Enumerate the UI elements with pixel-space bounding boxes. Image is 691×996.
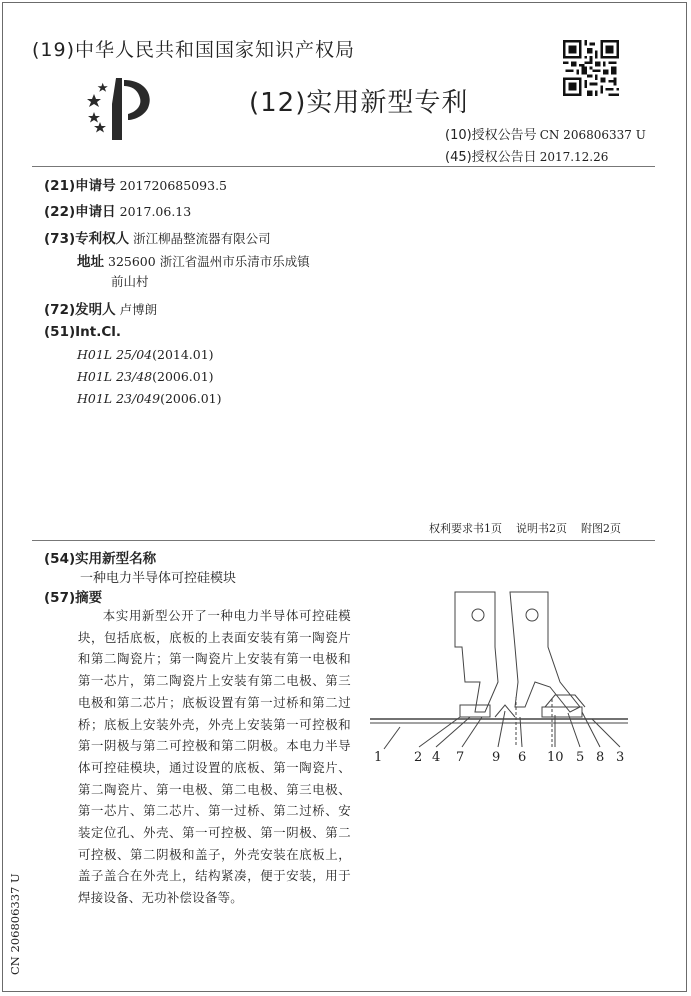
ipc-code: H01L 23/049	[77, 391, 161, 406]
mounting-hole	[526, 609, 538, 621]
ipc-version: (2006.01)	[160, 391, 222, 406]
leader-line	[419, 717, 460, 747]
document-kind: (12)实用新型专利	[249, 88, 469, 118]
title-label-row	[44, 547, 156, 567]
leader-line	[568, 713, 580, 747]
cnipa-logo	[82, 74, 160, 146]
publication-date-row	[445, 146, 608, 165]
body-divider	[32, 540, 655, 541]
leader-line	[498, 711, 505, 747]
publication-number-row	[445, 124, 646, 143]
address-label: 地址	[77, 254, 104, 270]
mounting-hole	[472, 609, 484, 621]
patentee-row	[44, 227, 271, 247]
patentee: 浙江柳晶整流器有限公司	[133, 231, 271, 246]
publication-date: 2017.12.26	[539, 150, 609, 164]
filing-date-row	[44, 200, 191, 220]
leader-line	[520, 717, 522, 747]
drawing-label: 6	[518, 750, 527, 765]
abstract-label: (57)摘要	[44, 590, 103, 606]
ipc-code: H01L 23/48	[77, 369, 153, 384]
address-line-2-row	[111, 272, 149, 290]
drawing-label: 3	[616, 750, 625, 765]
description-pages: 说明书2页	[516, 522, 567, 535]
ipc-item	[77, 391, 222, 406]
publication-number: CN 206806337 U	[539, 128, 646, 142]
ipc-version: (2006.01)	[152, 369, 214, 384]
drawing-label: 7	[456, 750, 465, 765]
drawing-label: 2	[414, 750, 423, 765]
side-publication-code: CN 206806337 U	[8, 873, 22, 975]
filing-date: 2017.06.13	[119, 204, 192, 219]
ipc-version: (2014.01)	[152, 347, 214, 362]
inventor-label: (72)发明人	[44, 302, 116, 318]
ipc-code: H01L 25/04	[77, 347, 153, 362]
application-number-label: (21)申请号	[44, 178, 116, 194]
terminal-outline	[510, 592, 580, 712]
patent-office: (19)中华人民共和国国家知识产权局	[32, 39, 356, 61]
header-divider	[32, 166, 655, 167]
drawing-label: 5	[576, 750, 585, 765]
drawing-label: 1	[374, 750, 383, 765]
ipc-item	[77, 347, 214, 362]
patentee-label: (73)专利权人	[44, 231, 130, 247]
address-row	[77, 250, 310, 270]
utility-model-title: 一种电力半导体可控硅模块	[80, 571, 237, 586]
application-number: 201720685093.5	[119, 178, 228, 193]
abstract-drawing	[370, 587, 650, 767]
ipc-header-row	[44, 324, 121, 340]
page-counts	[429, 520, 621, 536]
drawings-pages: 附图2页	[581, 522, 621, 535]
drawing-label: 10	[547, 750, 564, 765]
abstract-text: 本实用新型公开了一种电力半导体可控硅模块，包括底板，底板的上表面安装有第一陶瓷片和第二陶瓷片；第一陶瓷片上安装有第一电极和第一芯片，第二陶瓷片上安装有第二电极、第三电极和第二芯片；底板设置有第一过桥和第二过桥；底板上安装外壳，外壳上安装第一可控极和第一阴极与第二可控极和第二阴极。本电力半导体可控硅模块，通过设置的底板、第一陶瓷片、第二陶瓷片、第一电极、第二电极、第三电极、第一芯片、第二芯片、第一过桥、第二过桥、安装定位孔、外壳、第一可控极、第一阴极、第二可控极、第二阴极和盖子，外壳安装在底板上，盖子盖合在外壳上，结构紧凑，便于安装，用于焊接设备、无功补偿设备等。	[78, 608, 351, 906]
drawing-label: 9	[492, 750, 501, 765]
ipc-label: (51)Int.Cl.	[44, 324, 122, 340]
address-line-1: 325600 浙江省温州市乐清市乐成镇	[108, 254, 310, 269]
inventor-row	[44, 298, 157, 318]
title-label: (54)实用新型名称	[44, 551, 157, 567]
application-number-row	[44, 174, 227, 194]
drawing-label: 4	[432, 750, 441, 765]
qr-code	[563, 40, 619, 96]
filing-date-label: (22)申请日	[44, 204, 116, 220]
publication-number-label: (10)授权公告号	[445, 128, 537, 143]
inventor: 卢博朗	[119, 302, 158, 317]
ipc-item	[77, 369, 214, 384]
address-line-2: 前山村	[111, 274, 149, 289]
drawing-label: 8	[596, 750, 605, 765]
publication-date-label: (45)授权公告日	[445, 150, 537, 165]
claims-pages: 权利要求书1页	[429, 522, 502, 535]
terminal-outline	[455, 592, 498, 712]
leader-line	[384, 727, 400, 749]
abstract-label-row	[44, 586, 102, 606]
leader-line	[582, 712, 600, 747]
